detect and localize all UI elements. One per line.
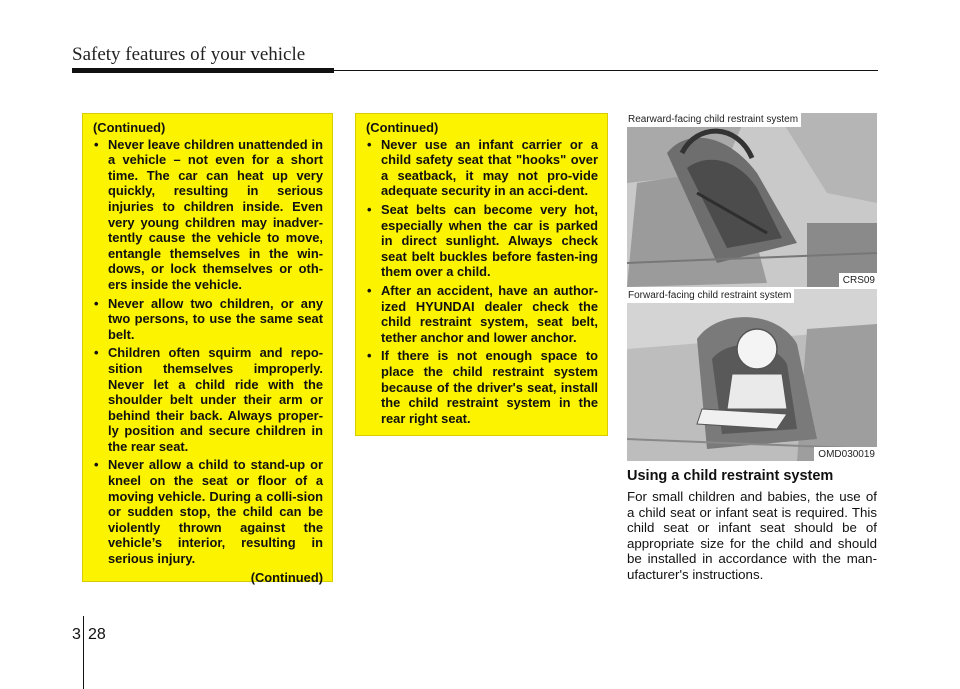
warning-item: • Never leave children unattended in a vehicle – not even for a short time. The car can heat up very quickly, resulting in serious injuries to children inside. Even very young children may inadver-tently cause the vehicle to move, entangle themselves in the win-dows, or lock themselves or oth-ers inside the vehicle. [92, 137, 323, 293]
continued-label-bottom: (Continued) [250, 569, 323, 585]
header-rule-thick [72, 68, 334, 73]
warning-box-left [82, 113, 333, 585]
warning-item: • After an accident, have an author-ized HYUNDAI dealer check the child restraint system, seat belt, tether anchor and lower anchor. [365, 283, 598, 345]
section-title: Using a child restraint system [627, 468, 834, 484]
warning-item: • Seat belts can become very hot, especially when the car is parked in direct sunlight. Always check seat belt buckles before fasten-ing them over a child. [365, 202, 598, 280]
warning-item: • Never allow two children, or any two persons, to use the same seat belt. [92, 296, 323, 343]
warning-item: • Never allow a child to stand-up or kneel on the seat or floor of a moving vehicle. During a colli-sion or sudden stop, the child can be violently thrown against the vehicle’s interior, resulting in serious injury. [92, 457, 323, 566]
figure-code: OMD030019 [814, 447, 877, 461]
chapter-number: 3 [72, 626, 81, 643]
warning-box-middle [355, 113, 608, 436]
warning-item: • Children often squirm and repo-sition themselves improperly. Never let a child ride with the shoulder belt under their arm or behind their back. Always proper-ly position and secure children in the rear seat. [92, 345, 323, 454]
figure-rearward-facing-seat [627, 113, 877, 287]
forward-seat-illustration [627, 289, 877, 461]
page-header-title: Safety features of your vehicle [72, 44, 306, 65]
figure-forward-facing-seat [627, 289, 877, 461]
warning-item: • If there is not enough space to place the child restraint system because of the driver's seat, install the child restraint system in the rear right seat. [365, 348, 598, 426]
section-body: For small children and babies, the use of a child seat or infant seat is required. This child seat or infant seat should be of appropriate size for the child and should be installed in accordance with the man-ufacturer's instructions. [627, 489, 877, 582]
page-number: 28 [88, 626, 106, 643]
continued-label-top: (Continued) [366, 120, 439, 135]
page-number-divider [83, 616, 84, 689]
warning-list [92, 137, 323, 567]
figure-caption: Forward-facing child restraint system [627, 289, 794, 303]
continued-label-top: (Continued) [93, 120, 166, 135]
figure-caption: Rearward-facing child restraint system [627, 113, 801, 127]
warning-list [365, 137, 598, 427]
rearward-seat-illustration [627, 113, 877, 287]
warning-item: • Never use an infant carrier or a child safety seat that "hooks" over a seatback, it may not pro-vide adequate security in an acci-dent. [365, 137, 598, 199]
figure-code: CRS09 [839, 273, 877, 287]
header-rule-thin [334, 70, 878, 71]
